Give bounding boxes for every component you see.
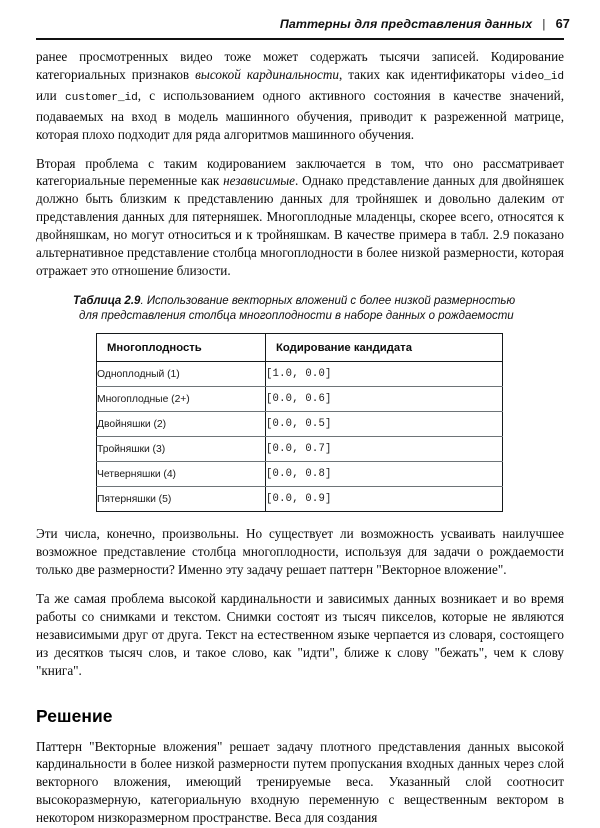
table-cell-value: [0.0, 0.5] xyxy=(266,412,503,437)
table-caption-label: Таблица 2.9 xyxy=(73,294,141,307)
table-cell-label: Многоплодные (2+) xyxy=(97,387,266,412)
header-rule xyxy=(36,38,564,40)
table-row xyxy=(97,437,503,462)
table-row xyxy=(97,462,503,487)
table-row xyxy=(97,487,503,512)
table-column-header-plurality: Многоплодность xyxy=(97,334,266,362)
table-cell-label: Пятерняшки (5) xyxy=(97,487,266,512)
paragraph-1-text-d: , с использованием одного активного состояния в качестве значений, подаваемых на вход в модель машинного обучения, приводит к разреженной матрице, которая плохо подходит для ряда алгоритмов машинного обучения. xyxy=(36,87,564,142)
paragraph-2-emphasis-a: независимые xyxy=(223,173,296,189)
table-caption-line-1: . Использование векторных вложений с более низкой размерностью xyxy=(140,294,516,307)
paragraph-2-text-a: Вторая проблема с таким кодированием заключается в том, что оно рассматривает категориальные переменные как xyxy=(36,155,564,189)
table-cell-label: Одноплодный (1) xyxy=(97,362,266,387)
running-header-title: Паттерны для представления данных xyxy=(279,17,533,31)
text-column xyxy=(36,48,564,827)
inline-code-video-id: video_id xyxy=(511,70,565,83)
paragraph-4: Та же самая проблема высокой кардинальности и зависимых данных возникает и во время работы со снимками и текстом. Снимки состоят из тысяч пикселов, которые не являются независимыми друг от друга. Текст на естественном языке черпается из словаря, состоящего из десятков тысяч слов, и такое слово, как "идти", ближе к слову "бежать", чем к слову "книга". xyxy=(36,591,564,678)
paragraph-1-text-a: ранее просмотренных видео тоже может содержать тысячи записей. Кодирование категориальных признаков xyxy=(36,49,564,82)
table-column-header-encoding: Кодирование кандидата xyxy=(266,334,503,362)
table-body xyxy=(97,362,503,512)
table-row xyxy=(97,362,503,387)
paragraph-2-text-b: . Однако представление данных для двойняшек должно быть близким к представлению данных для тройняшек и довольно далеким от представления данных для пятерняшек. Многоплодные младенцы, скорее всего, относятся к двойняшкам, но могут относиться и к тройняшкам. В качестве примера в табл. 2.9 показано альтернативное представление столбца многоплодности в более низкой размерности, которая отражает это отношение близости. xyxy=(36,173,564,278)
table-cell-label: Двойняшки (2) xyxy=(97,412,266,437)
inline-code-customer-id: customer_id xyxy=(64,91,138,104)
table-cell-value: [0.0, 0.9] xyxy=(266,493,332,506)
paragraph-3: Эти числа, конечно, произвольны. Но существует ли возможность усваивать наилучшее возможное представление столбца многоплодности, используя для задачи о рождаемости только две размерности? Именно эту задачу решает паттерн "Векторное вложение". xyxy=(36,526,564,578)
table-cell-value: [0.0, 0.8] xyxy=(266,462,503,487)
table-header-row xyxy=(97,334,503,362)
table-cell-label: Тройняшки (3) xyxy=(97,437,266,462)
embedding-table xyxy=(96,333,503,512)
running-header-separator: | xyxy=(542,17,546,31)
table-cell-value: [0.0, 0.6] xyxy=(266,387,503,412)
paragraph-1-text-b: , таких как идентификаторы xyxy=(338,66,512,82)
table-caption-line-2: для представления столбца многоплодности в наборе данных о рождаемости xyxy=(79,310,514,323)
paragraph-1-text-c: или xyxy=(36,87,65,103)
running-header xyxy=(36,16,570,38)
paragraph-2 xyxy=(36,155,564,280)
table-row xyxy=(97,412,503,437)
page-number: 67 xyxy=(555,16,570,31)
table-caption xyxy=(73,294,560,324)
section-heading-solution: Решение xyxy=(36,705,113,726)
table-cell-label: Четверняшки (4) xyxy=(97,462,266,487)
table-cell-value: [1.0, 0.0] xyxy=(266,362,503,387)
paragraph-1 xyxy=(36,48,564,144)
table-cell-value: [0.0, 0.7] xyxy=(266,437,503,462)
table-row xyxy=(97,387,503,412)
paragraph-1-emphasis-a: высокой кардинальности xyxy=(195,66,339,82)
table-block xyxy=(36,294,564,512)
paragraph-5: Паттерн "Векторные вложения" решает задачу плотного представления данных высокой кардинальности в более низкой размерности путем пропускания входных данных через слой векторного вложения, имеющий тренируемые веса. Указанный слой соотносит высокоразмерную, категориальную входную переменную с вещественным вектором в некотором низкоразмерном пространстве. Веса для создания xyxy=(36,738,564,826)
